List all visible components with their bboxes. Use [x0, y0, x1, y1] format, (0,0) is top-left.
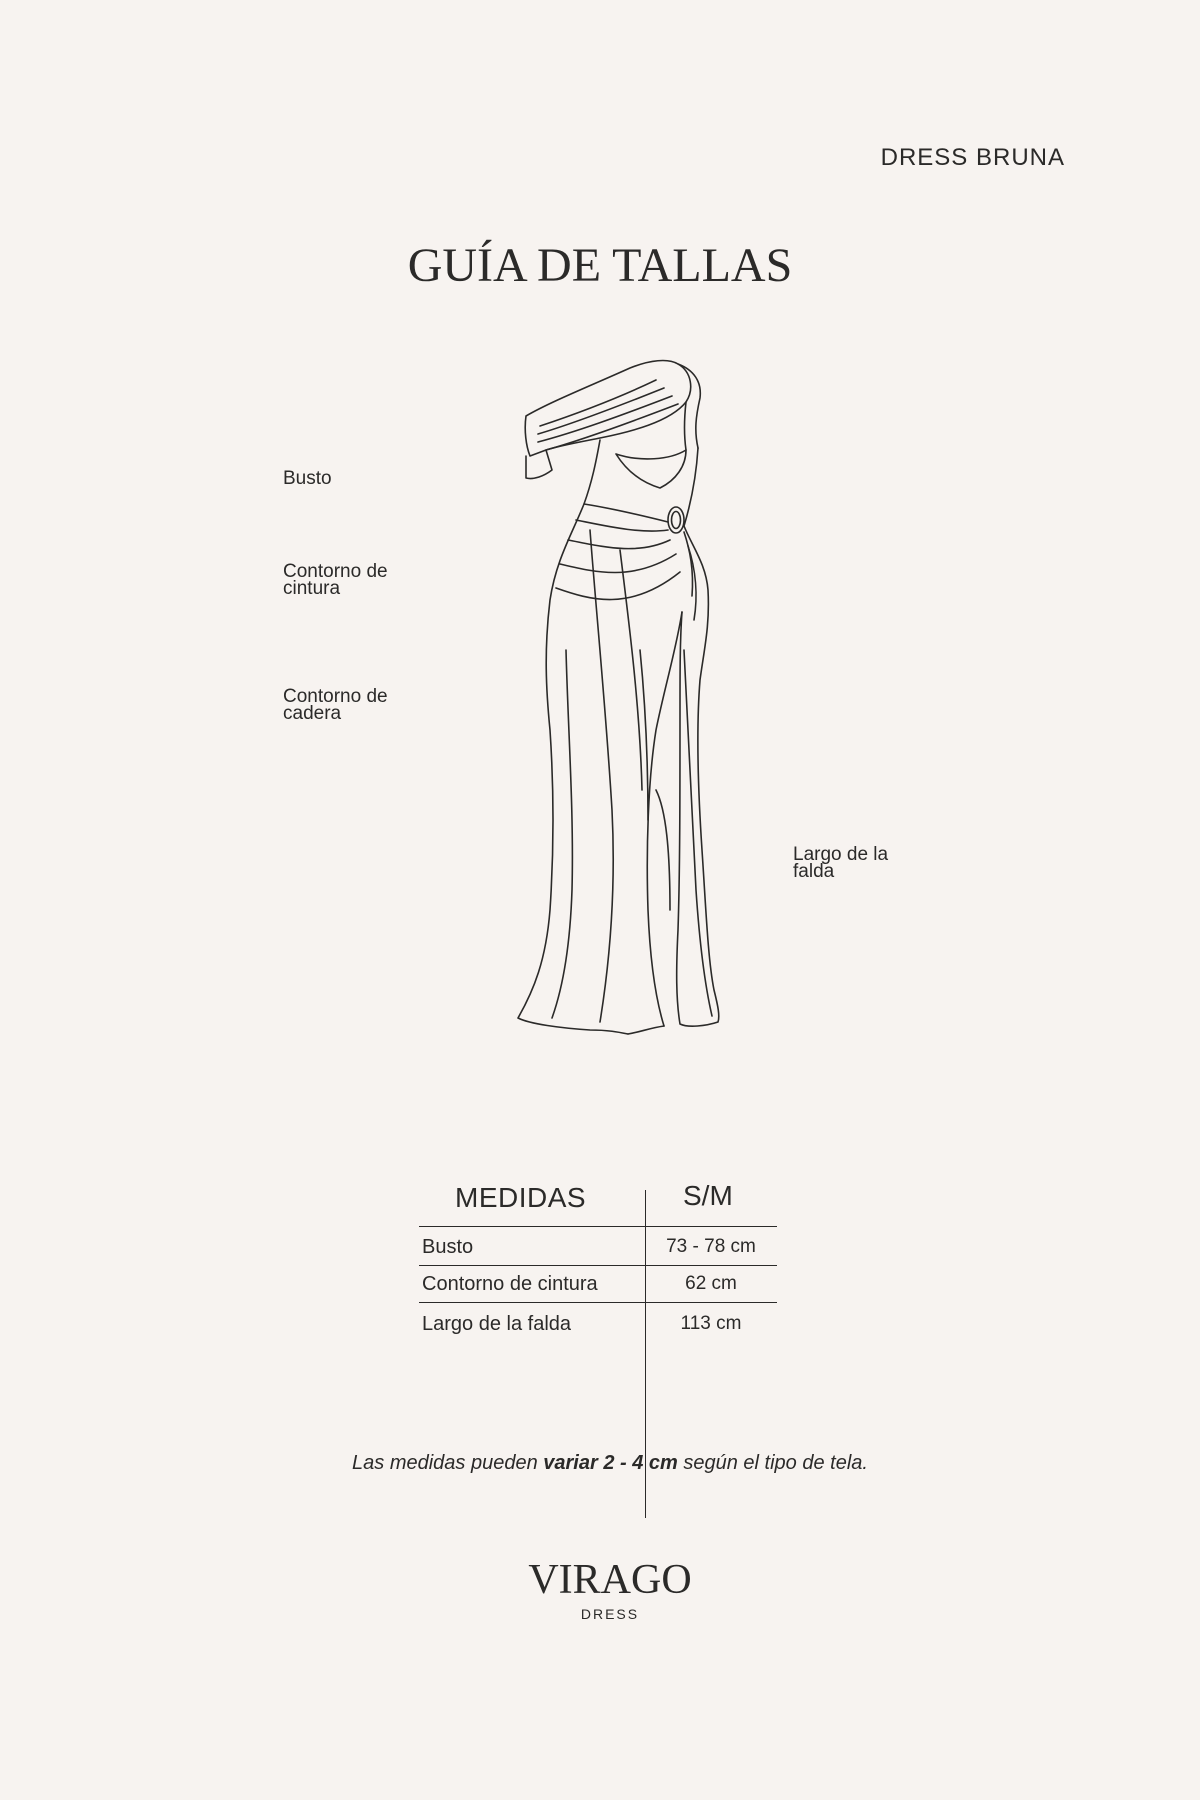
- note-text: Las medidas pueden: [352, 1452, 544, 1474]
- label-contorno-cadera: Contorno de cadera: [283, 686, 388, 724]
- label-busto: Busto: [283, 468, 332, 489]
- brand-logo: [0, 1558, 1200, 1622]
- fabric-note: [0, 1452, 1200, 1475]
- label-largo-falda: Largo de la falda: [793, 844, 889, 882]
- row-value: 73 - 78 cm: [666, 1236, 756, 1257]
- table-row: [419, 1265, 777, 1303]
- header-size: S/M: [683, 1180, 733, 1211]
- product-name: DRESS BRUNA: [880, 144, 1065, 171]
- table-row: [419, 1305, 777, 1343]
- row-divider: [419, 1302, 777, 1303]
- page-title: GUÍA DE TALLAS: [407, 239, 793, 292]
- brand-subtitle: DRESS: [580, 1606, 640, 1622]
- table-header: [419, 1176, 779, 1228]
- header-medidas: MEDIDAS: [455, 1182, 587, 1213]
- row-label: Largo de la falda: [422, 1313, 572, 1335]
- row-label: Contorno de cintura: [422, 1273, 598, 1295]
- table-row: [419, 1228, 777, 1266]
- note-text-end: según el tipo de tela.: [677, 1452, 868, 1474]
- row-divider: [419, 1226, 777, 1227]
- row-value: 62 cm: [685, 1273, 737, 1294]
- note-bold-range: 2 - 4 cm: [603, 1452, 678, 1474]
- row-value: 113 cm: [680, 1313, 742, 1334]
- row-label: Busto: [422, 1236, 474, 1258]
- brand-name: VIRAGO: [528, 1557, 692, 1603]
- note-bold-variar: variar: [543, 1452, 598, 1474]
- label-contorno-cintura: Contorno de cintura: [283, 561, 388, 599]
- dress-sketch-icon: [480, 350, 760, 1070]
- size-table: [419, 1176, 779, 1335]
